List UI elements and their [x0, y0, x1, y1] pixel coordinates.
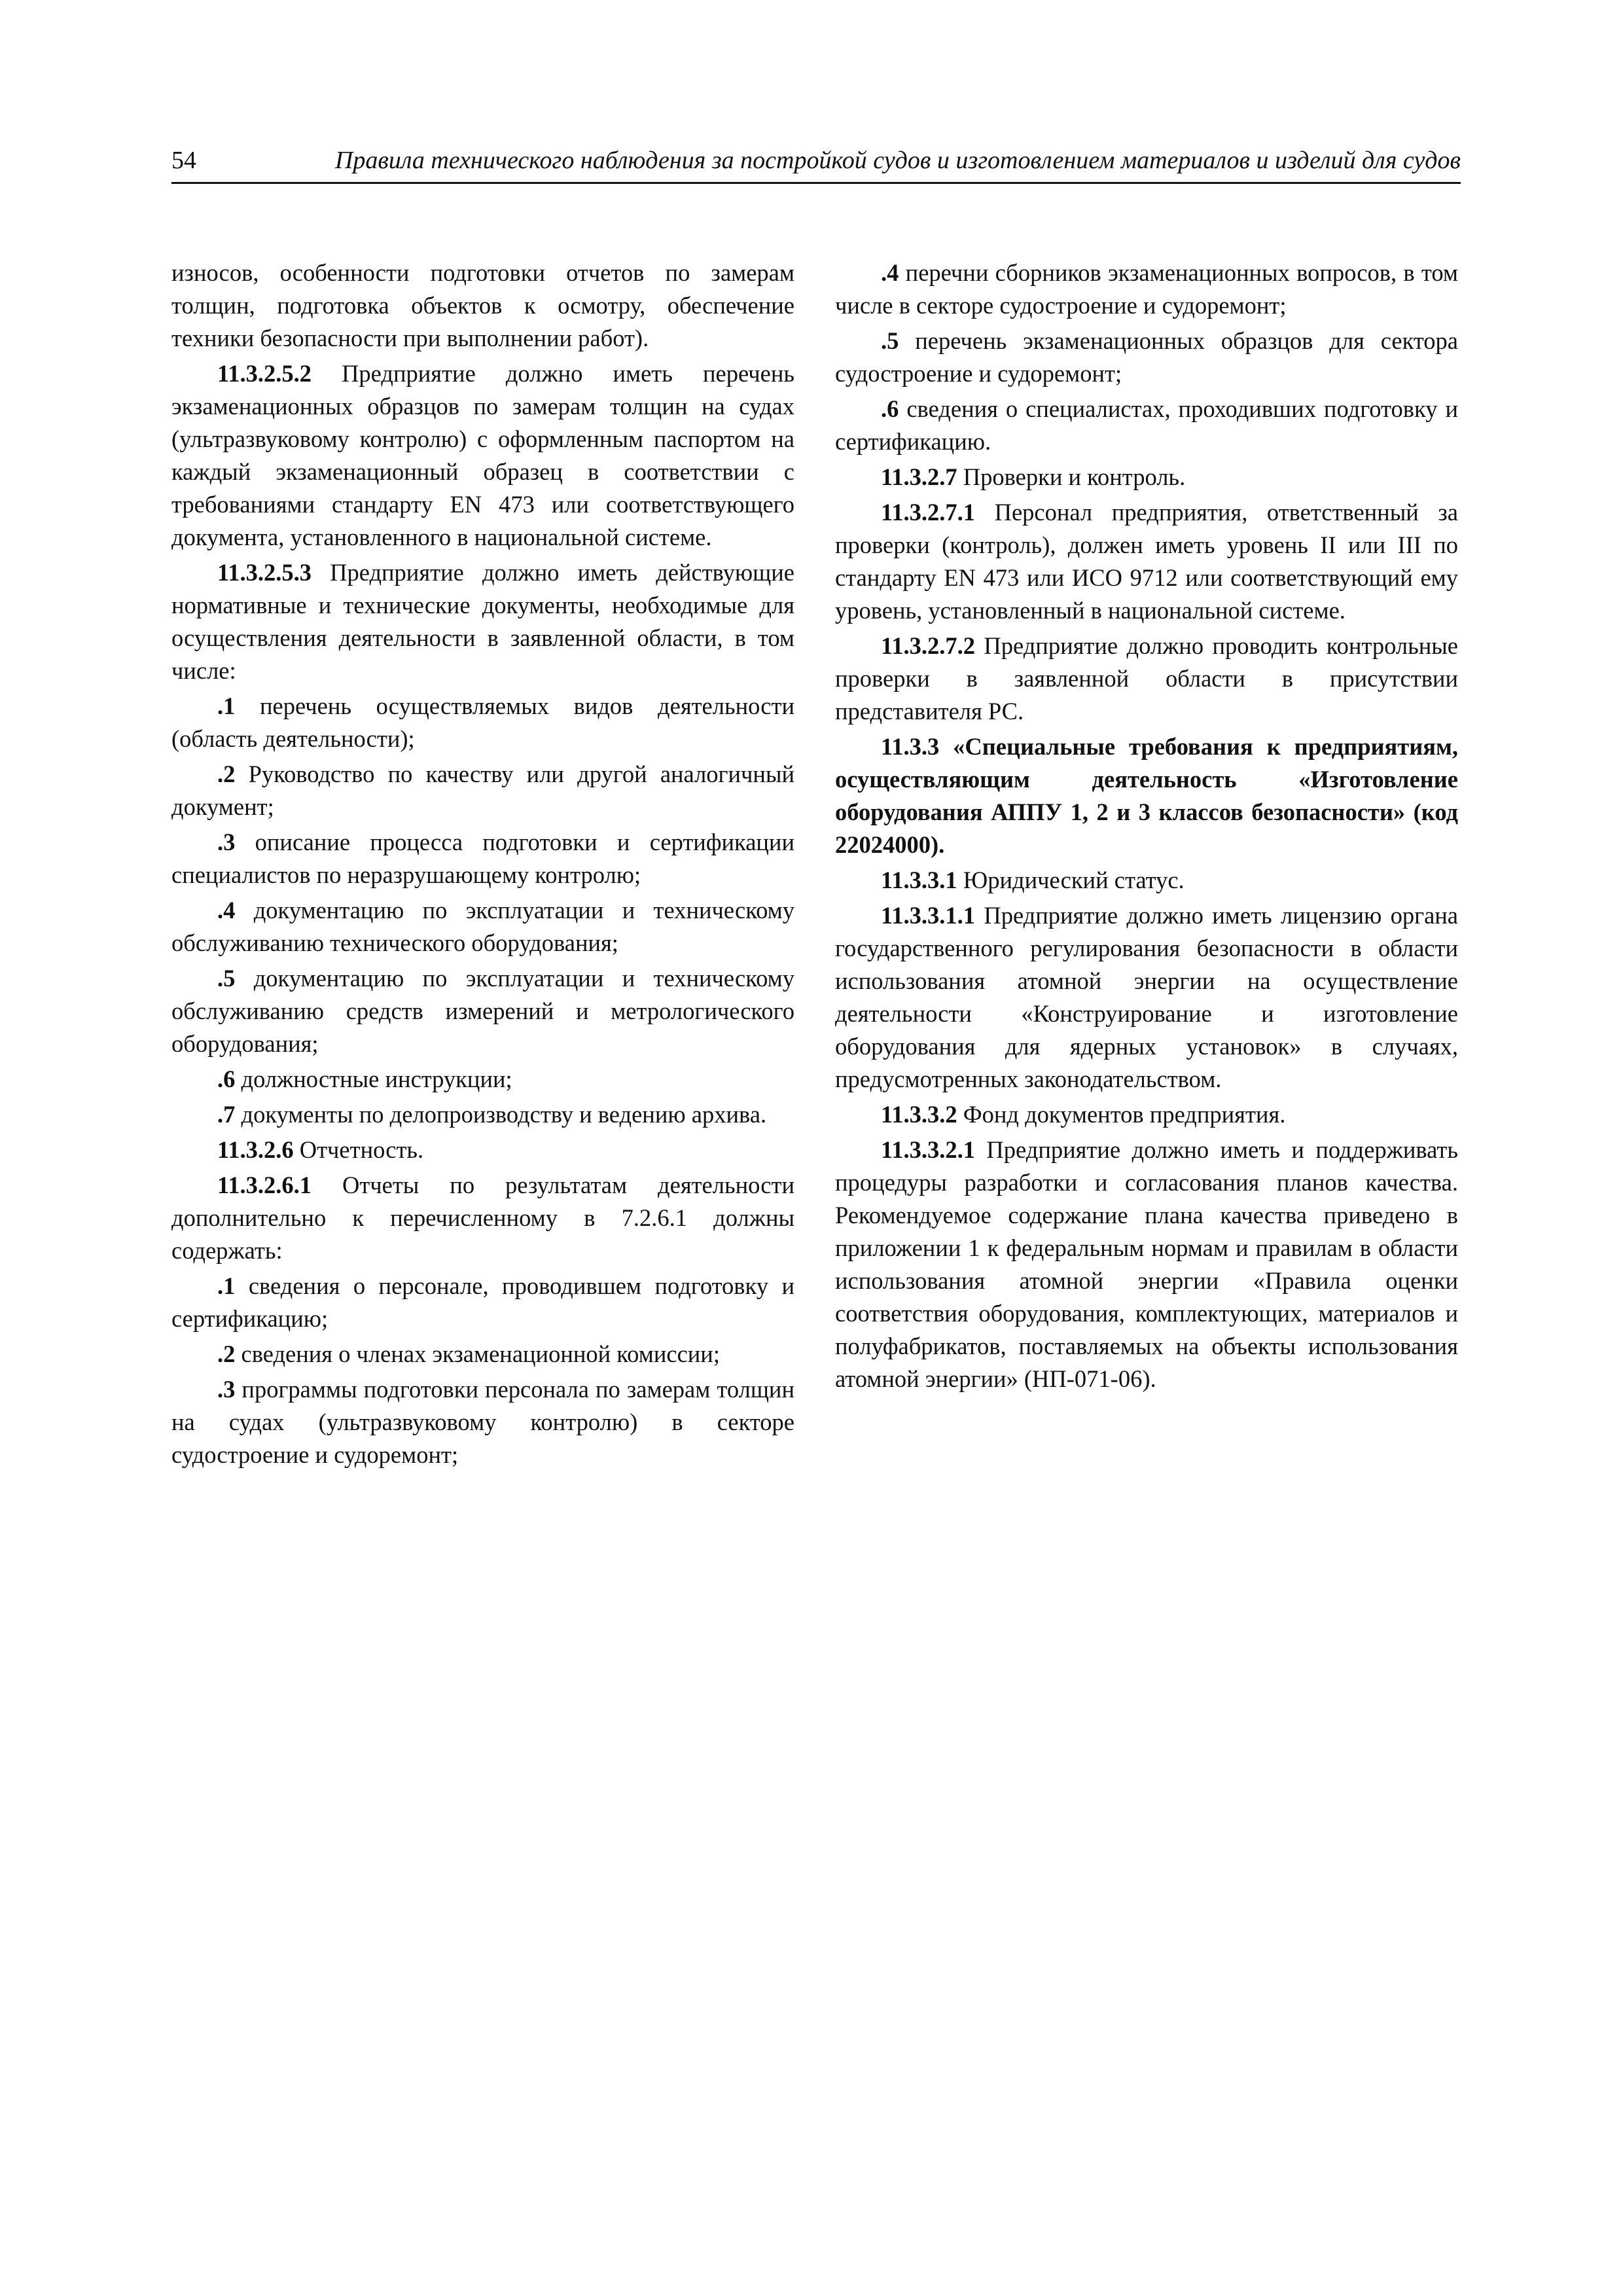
paragraph: [835, 1098, 1458, 1131]
paragraph-text: Фонд документов предприятия.: [957, 1101, 1286, 1128]
clause-number: 11.3.3.2.1: [881, 1136, 975, 1163]
clause-number: 11.3.2.7: [881, 463, 957, 490]
paragraph: [171, 556, 794, 687]
item-text: документацию по эксплуатации и техническому обслуживанию средств измерений и метрологического оборудования;: [171, 965, 794, 1057]
paragraph: [835, 496, 1458, 627]
item-number: .4: [881, 259, 899, 286]
clause-number: 11.3.2.6.1: [217, 1172, 312, 1198]
paragraph-text: Юридический статус.: [957, 867, 1185, 893]
list-item: [171, 1270, 794, 1335]
left-column: [171, 257, 794, 1474]
clause-number: 11.3.3.2: [881, 1101, 957, 1128]
running-title: Правила технического наблюдения за постройкой судов и изготовлением материалов и изделий для судов: [334, 147, 1461, 174]
paragraph: [171, 1134, 794, 1166]
clause-number: 11.3.2.7.2: [881, 632, 975, 659]
list-item: [171, 894, 794, 960]
item-number: .7: [217, 1101, 236, 1128]
list-item: [171, 1098, 794, 1131]
item-number: .2: [217, 761, 236, 787]
list-item: [171, 1373, 794, 1471]
paragraph-text: Предприятие должно иметь действующие нормативные и технические документы, необходимые для осуществления деятельности в заявленной области, в том числе:: [171, 559, 794, 684]
paragraph: [171, 257, 794, 355]
section-heading-text: 11.3.3 «Специальные требования к предприятиям, осуществляющим деятельность «Изготовление оборудования АППУ 1, 2 и 3 классов безопасности» (код 22024000).: [835, 733, 1458, 858]
clause-number: 11.3.3.1: [881, 867, 957, 893]
item-text: должностные инструкции;: [235, 1066, 512, 1092]
item-text: перечни сборников экзаменационных вопросов, в том числе в секторе судостроение и судоремонт;: [835, 259, 1458, 319]
paragraph-text: Предприятие должно иметь перечень экзаменационных образцов по замерам толщин на судах (ультразвуковому контролю) с оформленным паспортом на каждый экзаменационный образец в соответствии с требованиями стандарту EN 473 или соответствующего документа, установленного в национальной системе.: [171, 360, 794, 550]
list-item: [171, 1063, 794, 1096]
page-header: [171, 143, 1461, 184]
item-number: .3: [217, 829, 236, 855]
paragraph-text: Отчетность.: [293, 1136, 424, 1163]
item-text: Руководство по качеству или другой аналогичный документ;: [171, 761, 794, 820]
item-text: программы подготовки персонала по замерам толщин на судах (ультразвуковому контролю) в секторе судостроение и судоремонт;: [171, 1376, 794, 1468]
clause-number: 11.3.2.7.1: [881, 499, 975, 526]
item-number: .3: [217, 1376, 236, 1403]
paragraph: [171, 1169, 794, 1267]
clause-number: 11.3.2.5.2: [217, 360, 312, 387]
paragraph: [835, 1134, 1458, 1395]
page-number: 54: [171, 147, 196, 174]
list-item: [171, 1338, 794, 1371]
clause-number: 11.3.3.1.1: [881, 902, 975, 929]
list-item: [171, 962, 794, 1060]
item-number: .5: [881, 327, 899, 354]
list-item: [835, 393, 1458, 458]
item-number: .4: [217, 897, 236, 924]
list-item: [835, 325, 1458, 390]
item-text: документацию по эксплуатации и техническому обслуживанию технического оборудования;: [171, 897, 794, 956]
paragraph: [171, 357, 794, 554]
paragraph-text: Персонал предприятия, ответственный за проверки (контроль), должен иметь уровень II или III по стандарту EN 473 или ИСО 9712 или соответствующий ему уровень, установленный в национальной системе.: [835, 499, 1458, 624]
item-number: .5: [217, 965, 236, 992]
item-number: .6: [881, 395, 899, 422]
section-heading: [835, 730, 1458, 861]
paragraph-text: Отчеты по результатам деятельности дополнительно к перечисленному в 7.2.6.1 должны содержать:: [171, 1172, 794, 1264]
item-text: сведения о членах экзаменационной комиссии;: [235, 1340, 720, 1367]
paragraph: [835, 864, 1458, 897]
item-number: .6: [217, 1066, 236, 1092]
item-number: .2: [217, 1340, 236, 1367]
paragraph: [835, 630, 1458, 728]
list-item: [171, 826, 794, 891]
paragraph: [835, 461, 1458, 493]
item-text: перечень осуществляемых видов деятельности (область деятельности);: [171, 692, 794, 752]
paragraph-text: Проверки и контроль.: [957, 463, 1186, 490]
paragraph: [835, 899, 1458, 1096]
list-item: [835, 257, 1458, 322]
clause-number: 11.3.2.5.3: [217, 559, 312, 586]
paragraph-text: Предприятие должно иметь и поддерживать процедуры разработки и согласования планов качества. Рекомендуемое содержание плана качества приведено в приложении 1 к федеральным нормам и правилам в области использования атомной энергии «Правила оценки соответствия оборудования, комплектующих, материалов и полуфабрикатов, поставляемых на объекты использования атомной энергии» (НП-071-06).: [835, 1136, 1458, 1392]
item-number: .1: [217, 692, 236, 719]
paragraph-text: износов, особенности подготовки отчетов по замерам толщин, подготовка объектов к осмотру, обеспечение техники безопасности при выполнении работ).: [171, 259, 794, 351]
item-text: сведения о специалистах, проходивших подготовку и сертификацию.: [835, 395, 1458, 455]
list-item: [171, 758, 794, 823]
right-column: [835, 257, 1458, 1398]
paragraph-text: Предприятие должно иметь лицензию органа государственного регулирования безопасности в области использования атомной энергии на осуществление деятельности «Конструирование и изготовление оборудования для ядерных установок» в случаях, предусмотренных законодательством.: [835, 902, 1458, 1092]
paragraph-text: Предприятие должно проводить контрольные проверки в заявленной области в присутствии представителя РС.: [835, 632, 1458, 725]
item-text: документы по делопроизводству и ведению архива.: [235, 1101, 767, 1128]
clause-number: 11.3.2.6: [217, 1136, 294, 1163]
item-number: .1: [217, 1272, 236, 1299]
item-text: описание процесса подготовки и сертификации специалистов по неразрушающему контролю;: [171, 829, 794, 888]
item-text: сведения о персонале, проводившем подготовку и сертификацию;: [171, 1272, 794, 1332]
list-item: [171, 690, 794, 755]
item-text: перечень экзаменационных образцов для сектора судостроение и судоремонт;: [835, 327, 1458, 387]
